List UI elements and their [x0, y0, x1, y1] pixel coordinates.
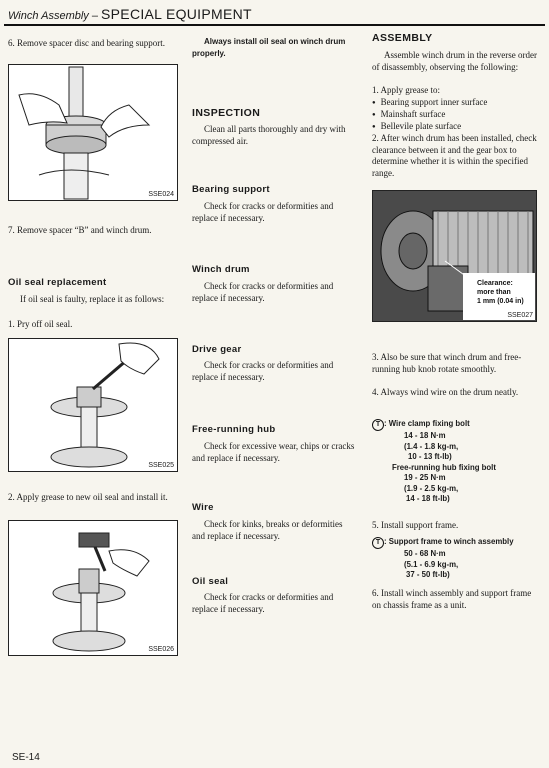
- assembly-heading: ASSEMBLY: [372, 32, 433, 44]
- header-rule: [4, 24, 545, 26]
- bearing-support-text: Check for cracks or deformities and replace if necessary.: [192, 201, 334, 223]
- torque2-value-2: (1.9 - 2.5 kg-m,: [404, 483, 459, 493]
- torque3-value-3: 37 - 50 ft-lb): [406, 570, 450, 579]
- torque1-value-1: 14 - 18 N·m: [404, 431, 446, 440]
- page-number: SE-14: [12, 752, 40, 763]
- inspection-text: Clean all parts thoroughly and dry with compressed air.: [192, 124, 346, 146]
- header-title: SPECIAL EQUIPMENT: [101, 6, 252, 22]
- torque2-value-1: 19 - 25 N·m: [404, 473, 446, 482]
- figure-label: SSE024: [148, 191, 174, 198]
- torque3-label: : Support frame to winch assembly: [384, 537, 514, 546]
- clearance-callout: [477, 279, 524, 306]
- header-separator: –: [88, 10, 102, 22]
- torque3-value-2: (5.1 - 6.9 kg-m,: [404, 559, 459, 569]
- assembly-intro: Assemble winch drum in the reverse order of disassembly, observing the following:: [372, 50, 537, 72]
- drive-gear-heading: Drive gear: [192, 344, 242, 355]
- step3: 3. Also be sure that winch drum and free-running hub knob rotate smoothly.: [372, 352, 522, 374]
- figure-sse026: [8, 520, 178, 656]
- winch-drum-heading: Winch drum: [192, 264, 250, 275]
- free-running-hub-heading: Free-running hub: [192, 424, 276, 435]
- callout-line-3: 1 mm (0.04 in): [477, 298, 524, 305]
- figure-label: SSE026: [148, 646, 174, 653]
- torque-icon: T: [372, 537, 384, 549]
- header-section: Winch Assembly: [8, 10, 89, 22]
- callout-line-1: Clearance:: [477, 280, 513, 287]
- oil-seal-replacement-heading: Oil seal replacement: [8, 277, 107, 288]
- torque2-value-3: 14 - 18 ft-lb): [406, 494, 450, 503]
- grease-bullet-1: ● Bearing support inner surface: [372, 97, 537, 111]
- bearing-support-heading: Bearing support: [192, 184, 270, 195]
- oil-seal-prying-illustration: [9, 339, 177, 471]
- torque1-value-3: 10 - 13 ft-lb): [408, 452, 452, 461]
- oil-seal-step1: 1. Pry off oil seal.: [8, 319, 73, 329]
- figure-label: SSE025: [148, 462, 174, 469]
- drive-gear-text: Check for cracks or deformities and replace if necessary.: [192, 360, 334, 382]
- step6: 6. Install winch assembly and support frame on chassis frame as a unit.: [372, 588, 532, 610]
- torque1-label: : Wire clamp fixing bolt: [384, 419, 470, 428]
- inspection-heading: INSPECTION: [192, 107, 261, 119]
- torque3-value-1: 50 - 68 N·m: [404, 549, 446, 558]
- free-running-hub-text: Check for excessive wear, chips or cracks and replace if necessary.: [192, 441, 355, 463]
- torque2-label: Free-running hub fixing bolt: [392, 462, 496, 472]
- figure-sse025: [8, 338, 178, 472]
- torque-spec-1: [372, 419, 542, 505]
- oil-seal-text: Check for cracks or deformities and replace if necessary.: [192, 592, 334, 614]
- col1-step6: 6. Remove spacer disc and bearing support.: [8, 38, 165, 48]
- grease-bullet-3: ● Bellevile plate surface: [372, 121, 537, 135]
- wire-text: Check for kinks, breaks or deformities and replace if necessary.: [192, 519, 343, 541]
- step5: 5. Install support frame.: [372, 520, 459, 530]
- clearance-step: 2. After winch drum has been installed, check clearance between it and the gear box to determine whether it is within the specified range.: [372, 133, 537, 178]
- grease-bullet-2: ● Mainshaft surface: [372, 109, 537, 123]
- oil-seal-install-illustration: [9, 521, 177, 655]
- col1-step7: 7. Remove spacer “B” and winch drum.: [8, 225, 152, 235]
- winch-drum-text: Check for cracks or deformities and replace if necessary.: [192, 281, 334, 303]
- oil-seal-heading: Oil seal: [192, 576, 229, 587]
- figure-sse027: [372, 190, 537, 322]
- torque-spec-3: [372, 537, 542, 581]
- torque-icon: T: [372, 419, 384, 431]
- oil-seal-note: Always install oil seal on winch drum properly.: [192, 37, 346, 58]
- torque1-value-2: (1.4 - 1.8 kg-m,: [404, 441, 459, 451]
- callout-line-2: more than: [477, 289, 511, 296]
- page-header: [8, 6, 252, 22]
- grease-step: 1. Apply grease to:: [372, 85, 440, 95]
- winch-drum-illustration-1: [9, 65, 177, 200]
- wire-heading: Wire: [192, 502, 214, 513]
- figure-label: SSE027: [507, 312, 533, 319]
- oil-seal-intro: If oil seal is faulty, replace it as follows:: [20, 294, 165, 304]
- col1-step2: 2. Apply grease to new oil seal and install it.: [8, 492, 168, 502]
- figure-sse024: [8, 64, 178, 201]
- step4: 4. Always wind wire on the drum neatly.: [372, 387, 519, 397]
